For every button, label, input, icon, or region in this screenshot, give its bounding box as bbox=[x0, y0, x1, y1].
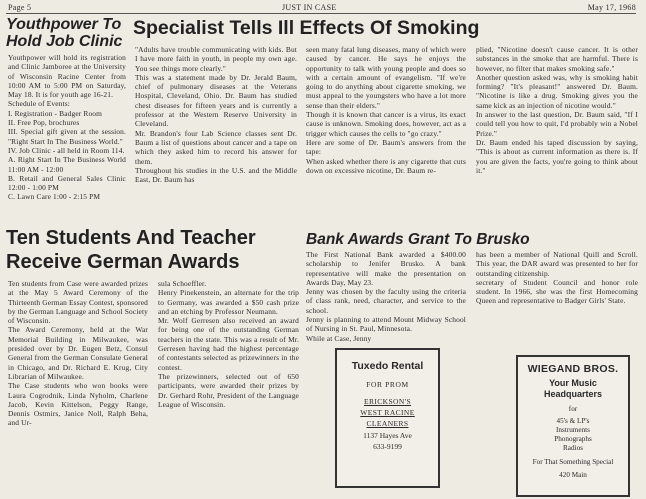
brusko-headline: Bank Awards Grant To Brusko bbox=[306, 231, 530, 248]
tuxedo-ad-title: Tuxedo Rental bbox=[351, 360, 424, 372]
wiegand-ad-line6: For That Something Special bbox=[532, 458, 614, 466]
brusko-col2: has been a member of National Quill and Scroll. This year, the DAR award was presented to her for outstanding citizenship. secretary of Student Council and honor role student. In 1966, she was the first Homecoming Queen and representative to Badger Girls' State. bbox=[476, 250, 638, 306]
wiegand-ad-line2: 45's & LP's bbox=[556, 417, 590, 425]
page-number: Page 5 bbox=[8, 3, 32, 12]
tuxedo-ad-line3: WEST RACINE bbox=[360, 408, 415, 417]
wiegand-ad-address: 420 Main bbox=[559, 471, 587, 479]
tuxedo-ad-phone: 633-9199 bbox=[373, 442, 402, 451]
smoking-body-col3: plied, "Nicotine doesn't cause cancer. It is other substances in the smoke that are harmful. There is however, no filter that makes smoking safe." Another question asked was, why is smoking habit forming? "It's pleasant!" answered Dr. Baum. "Nicotine is like a drug. Smoking gives you the same kick as an injection of nicotine would." In answer to the last question, Dr. Baum said, "If I could tell you how to quit, I'd probably win a Nobel Prize." Dr. Baum ended his taped discussion by saying, "This is about as current information as there is. If you are given the facts, you're going to think about it." bbox=[476, 45, 638, 175]
tuxedo-ad-line4: CLEANERS bbox=[366, 419, 409, 428]
youthpower-body: Youthpower will hold its registration and Clinic Jamboree at the University of Wisconsin Racine Center from 10:00 AM to 5:00 PM on Saturday, May 18. It is for youth age 16-21. Schedule of Events: I. Registration - Badger Room II. Free Pop, brochures III. Special gift given at the session. "Right Start In The Business World." IV. Job Clinic - all held in Room 114. A. Right Start In The Business World 11:00 AM - 12:00 B. Retail and General Sales Clinic 12:00 - 1:00 PM C. Lawn Care 1:00 - 2:15 PM bbox=[8, 53, 126, 202]
wiegand-ad-title: WIEGAND BROS. bbox=[527, 363, 619, 375]
wiegand-ad-line1: for bbox=[568, 405, 578, 413]
wiegand-ad-sub1: Your Music bbox=[549, 378, 597, 388]
smoking-headline: Specialist Tells Ill Effects Of Smoking bbox=[133, 17, 480, 39]
tuxedo-rental-ad bbox=[335, 348, 440, 488]
brusko-col1: The First National Bank awarded a $400.00 scholarship to Jenifer Brusko. A bank representative will make the presentation on Awards Day, May 23. Jenny was chosen by the faculty using the criteria of class rank, need, character, and service to the school. Jenny is planning to attend Mount Midway School of Nursing in St. Paul, Minnesota. While at Case, Jenny bbox=[306, 250, 466, 343]
wiegand-ad-line3: Instruments bbox=[556, 426, 590, 434]
german-awards-col1: Ten students from Case were awarded prizes at the May 5 Award Ceremony of the Thirteenth German Essay Contest, sponsored by the German Language and School Society of Wisconsin. The Award Ceremony, held at the War Memorial Building in Milwaukee, was presided over by Dr. Eugen Betz, Consul General from the German Consulate General in Chicago, and Dr. Richard E. Krug, City Librarian of Milwaukee. The Case students who won books were Laura Cogrodnik, Linda Nyholm, Charlene Jacob, Kevin Kittelson, Peggy Range, Dennis Ostmirs, Janice Noll, Ralph Beha, and Ur- bbox=[8, 279, 148, 428]
tuxedo-ad-line2: ERICKSON'S bbox=[363, 397, 412, 406]
top-rule bbox=[6, 13, 636, 14]
wiegand-ad-line5: Radios bbox=[563, 444, 583, 452]
tuxedo-ad-address: 1137 Hayes Ave bbox=[363, 431, 412, 440]
issue-date: May 17, 1968 bbox=[587, 3, 636, 12]
tuxedo-ad-line1: FOR PROM bbox=[366, 380, 409, 389]
german-awards-col2: sula Schoeffler. Henry Pinekenstein, an alternate for the trip to Germany, was awarded a $50 cash prize and an etching by Professor Neumann. Mr. Wolf Gerresen also received an award for being one of the outstanding German teachers in the state. This was a result of Mr. Gerresen having had the highest percentage of contestants selected as prizewinners in the contest. The prizewinners, selected out of 650 participants, were awarded their prizes by Dr. Gerhard Rohr, President of the Language League of Wisconsin. bbox=[158, 279, 299, 409]
smoking-body-col2: seen many fatal lung diseases, many of which were caused by cancer. He says he enjoys the opportunity to talk with young people and does so with a certain amount of evangelism. "If we're going to do anything about cigarette smoking, we must appeal to the youngsters who have a lot more sense than their elders." Though it is known that cancer is a virus, its exact cause is unknown. Smoking does, however, act as a trigger which causes the cells to "go crazy." Here are some of Dr. Baum's answers from the tape: When asked whether there is any cigarette that cuts down on excessive nicotine, Dr. Baum re- bbox=[306, 45, 466, 175]
youthpower-headline: Youthpower To Hold Job Clinic bbox=[6, 16, 123, 50]
german-awards-headline: Ten Students And Teacher Receive German Awards bbox=[6, 227, 256, 273]
smoking-body-col1: "Adults have trouble communicating with kids. But I have more faith in youth, in people my own age. You see things more clearly." This was a statement made by Dr. Jerald Baum, chief of pulmonary diseases at the Veterans Hospital, Cleveland, Ohio. Dr. Baum has studied chest diseases for fifteen years and is currently a professor at the Western Reserve University in Cleveland. Mr. Brandon's four Lab Science classes sent Dr. Baum a list of questions about cancer and a tape on which they asked him to record his answer for them. Throughout his studies in the U.S. and the Middle East, Dr. Baum has bbox=[135, 45, 297, 185]
masthead: JUST IN CASE bbox=[282, 3, 337, 12]
wiegand-ad-sub2: Headquarters bbox=[543, 389, 603, 399]
wiegand-bros-ad bbox=[516, 355, 630, 497]
wiegand-ad-line4: Phonographs bbox=[554, 435, 592, 443]
